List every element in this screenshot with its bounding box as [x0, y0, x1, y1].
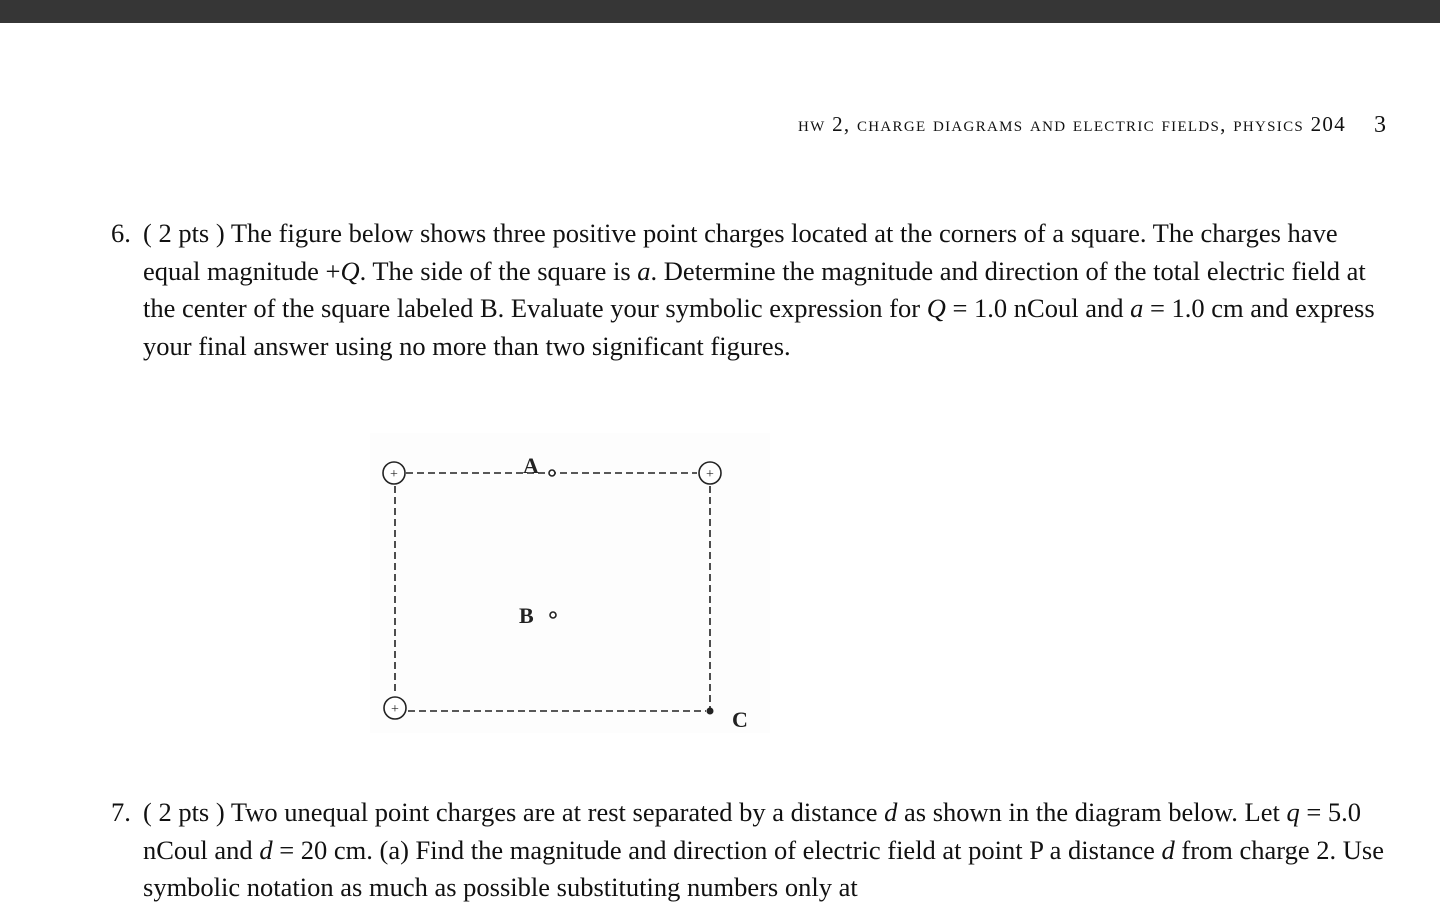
charge-sign: +	[706, 467, 714, 482]
math-var: d	[259, 834, 273, 865]
problem-6-text-part: The figure below shows three positive point charges located at the corners of a square. The charges have equal magnitude +	[143, 218, 1338, 286]
square-diagram	[370, 433, 770, 733]
problem-6-points: ( 2 pts )	[143, 218, 225, 248]
problem-7-text-part: from charge 2. Use symbolic notation as much as possible substituting numbers only at	[143, 834, 1384, 902]
problem-6-number: 6.	[111, 218, 131, 248]
point-c-marker	[707, 708, 714, 715]
math-var: d	[884, 797, 898, 827]
problem-7-text-part: = 20 cm. (a) Find the magnitude and direction of electric field at point P a distance	[272, 834, 1162, 865]
problem-6-text-part: . The side of the square is	[359, 255, 638, 286]
charge-sign: +	[391, 702, 399, 717]
point-a-marker	[549, 470, 555, 476]
math-var: Q	[340, 255, 360, 286]
problem-7-text-part: = 5.0 nCoul and	[143, 797, 1362, 865]
charge-top-right	[699, 462, 721, 484]
problem-6	[111, 215, 1393, 365]
problem-7-text-part: as shown in the diagram below. Let	[897, 797, 1287, 827]
math-var: a	[637, 255, 651, 286]
label-b: B	[519, 603, 534, 628]
problem-7	[111, 794, 1393, 907]
charge-bottom-left	[384, 697, 406, 719]
problem-6-text-part: = 1.0 nCoul and	[945, 293, 1131, 323]
point-b-marker	[550, 612, 556, 618]
problem-7-text	[143, 794, 1393, 907]
label-c: C	[732, 707, 748, 732]
problem-6-text-part: . Determine the magnitude and direction of the total electric field at the center of the square labeled B. Evaluate your symbolic expression for	[143, 255, 1366, 323]
problem-7-points: ( 2 pts )	[143, 797, 225, 827]
problem-6-text	[143, 215, 1393, 365]
charge-top-left	[383, 462, 405, 484]
square-charge-figure	[370, 433, 770, 733]
math-var: d	[1161, 834, 1175, 865]
document-page	[0, 23, 1440, 900]
math-var: Q	[926, 293, 946, 323]
problem-7-text-part: Two unequal point charges are at rest separated by a distance	[230, 797, 885, 827]
problem-6-text-part: = 1.0 cm and express your final answer using no more than two significant figures.	[143, 293, 1375, 361]
math-var: a	[1130, 293, 1144, 323]
charge-sign: +	[390, 467, 398, 482]
math-var: q	[1286, 797, 1300, 827]
viewer-top-bar	[0, 0, 1440, 23]
page-number: 3	[1374, 112, 1386, 138]
running-head-title: hw 2, charge diagrams and electric fields, physics 204	[797, 112, 1346, 136]
problem-7-number: 7.	[111, 797, 131, 827]
running-head	[798, 112, 1346, 137]
label-a: A	[523, 453, 539, 478]
